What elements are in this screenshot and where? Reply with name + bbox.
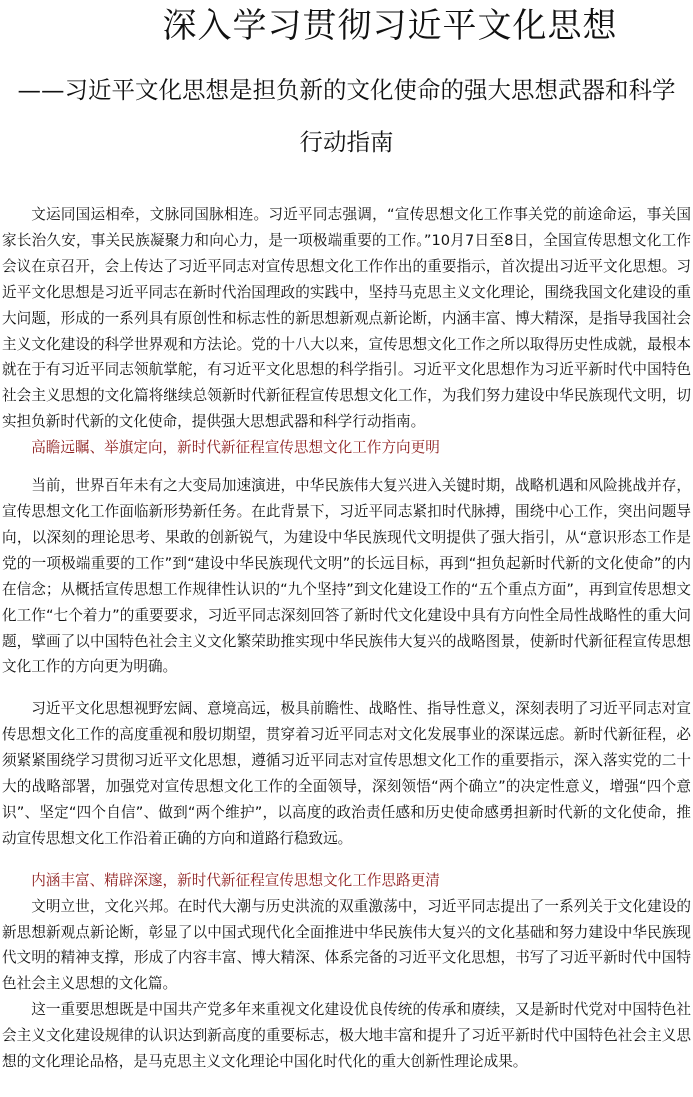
- page-title: 深入学习贯彻习近平文化思想: [162, 6, 618, 46]
- section-heading-ideas: 内涵丰富、精辟深邃，新时代新征程宣传思想文化工作思路更清: [31, 871, 440, 889]
- paragraph-spacer: [2, 461, 691, 473]
- paragraph-background: 当前，世界百年未有之大变局加速演进，中华民族伟大复兴进入关键时期，战略机遇和风险挑战并存，宣传思想文化工作面临新形势新任务。在此背景下，习近平同志紧扣时代脉搏，围绕中心工作，突出问题导向，以深刻的理论思考、果敢的创新锐气，为建设中华民族现代文明提供了强大指引，从“意识形态工作是党的一项极端重要的工作”到“建设中华民族现代文明”的长远目标，再到“担负起新时代新的文化使命”的内在信念；从概括宣传思想工作规律性认识的“九个坚持”到文化建设工作的“五个重点方面”，再到宣传思想文化工作“七个着力”的重要要求，习近平同志深刻回答了新时代文化建设中具有方向性全局性战略性的重大问题，擘画了以中国特色社会主义文化繁荣助推实现中华民族伟大复兴的战略图景，使新时代新征程宣传思想文化工作的方向更为明确。: [2, 477, 691, 676]
- section-heading-direction: 高瞻远瞩、举旗定向，新时代新征程宣传思想文化工作方向更明: [31, 439, 440, 457]
- paragraph-vision: 习近平文化思想视野宏阔、意境高远，极具前瞻性、战略性、指导性意义，深刻表明了习近平同志对宣传思想文化工作的高度重视和殷切期望，贯穿着习近平同志对文化发展事业的深谋远虑。新时代新征程，必须紧紧围绕学习贯彻习近平文化思想，遵循习近平同志对宣传思想文化工作的重要指示，深入落实党的二十大的战略部署，加强党对宣传思想文化工作的全面领导，深刻领悟“两个确立”的决定性意义，增强“四个意识”、坚定“四个自信”、做到“两个维护”，以高度的政治责任感和历史使命感勇担新时代新的文化使命，推动宣传思想文化工作沿着正确的方向和道路行稳致远。: [2, 700, 691, 847]
- paragraph-spacer: [2, 852, 691, 868]
- paragraph-spacer: [2, 680, 691, 696]
- paragraph-intro: 文运同国运相牵，文脉同国脉相连。习近平同志强调，“宣传思想文化工作事关党的前途命运，事关国家长治久安，事关民族凝聚力和向心力，是一项极端重要的工作。”10月7日至8日，全国宣传思想文化工作会议在京召开，会上传达了习近平同志对宣传思想文化工作作出的重要指示，首次提出习近平文化思想。习近平文化思想是习近平同志在新时代治国理政的实践中，坚持马克思主义文化理论，围绕我国文化建设的重大问题，形成的一系列具有原创性和标志性的新思想新观点新论断，内涵丰富、博大精深，是指导我国社会主义文化建设的科学世界观和方法论。党的十八大以来，宣传思想文化工作之所以取得历史性成就，最根本就在于有习近平同志领航掌舵，有习近平文化思想的科学指引。习近平文化思想作为习近平新时代中国特色社会主义思想的文化篇将继续总领新时代新征程宣传思想文化工作，为我们努力建设中华民族现代文明，切实担负新时代新的文化使命，提供强大思想武器和科学行动指南。: [2, 206, 691, 431]
- article-body: [0, 202, 693, 1075]
- page-subtitle: ——习近平文化思想是担负新的文化使命的强大思想武器和科学行动指南: [17, 76, 676, 156]
- paragraph-civilization: 文明立世，文化兴邦。在时代大潮与历史洪流的双重激荡中，习近平同志提出了一系列关于文化建设的新思想新观点新论断，彰显了以中国式现代化全面推进中华民族伟大复兴的文化基础和努力建设中华民族现代文明的精神支撑，形成了内容丰富、博大精深、体系完备的习近平文化思想，书写了习近平新时代中国特色社会主义思想的文化篇。: [2, 897, 691, 993]
- paragraph-significance: 这一重要思想既是中国共产党多年来重视文化建设优良传统的传承和赓续，又是新时代党对中国特色社会主义文化建设规律的认识达到新高度的重要标志，极大地丰富和提升了习近平新时代中国特色社会主义思想的文化理论品格，是马克思主义文化理论中国化时代化的重大创新性理论成果。: [2, 1001, 691, 1071]
